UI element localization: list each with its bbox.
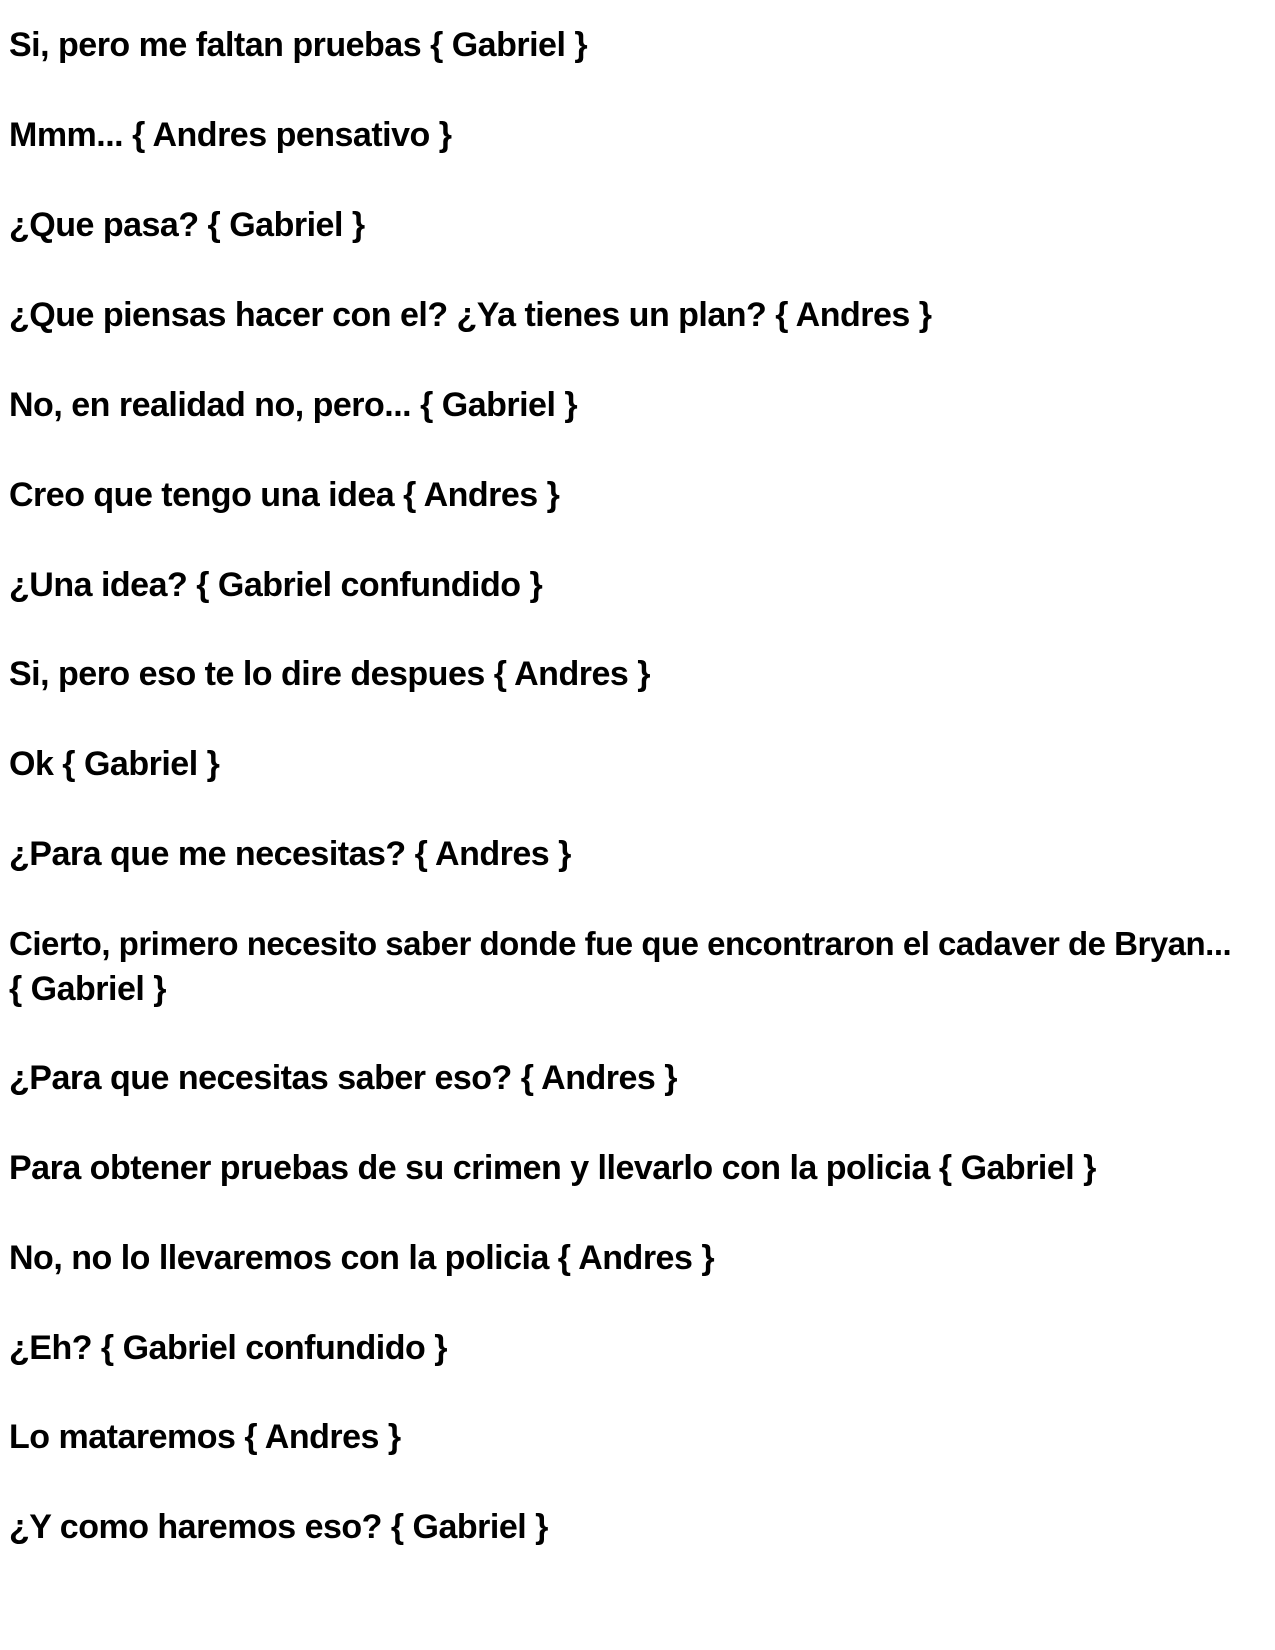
dialogue-line: Lo mataremos { Andres } bbox=[9, 1418, 401, 1456]
dialogue-line: ¿Eh? { Gabriel confundido } bbox=[9, 1329, 447, 1367]
dialogue-line: ¿Que pasa? { Gabriel } bbox=[9, 206, 365, 244]
dialogue-line: ¿Y como haremos eso? { Gabriel } bbox=[9, 1508, 548, 1546]
dialogue-line: ¿Para que necesitas saber eso? { Andres } bbox=[9, 1059, 677, 1097]
dialogue-line-continuation: { Gabriel } bbox=[9, 970, 167, 1008]
dialogue-line: ¿Para que me necesitas? { Andres } bbox=[9, 835, 571, 873]
dialogue-line: Mmm... { Andres pensativo } bbox=[9, 116, 452, 154]
dialogue-line: No, no lo llevaremos con la policia { Andres } bbox=[9, 1239, 715, 1277]
dialogue-line: Creo que tengo una idea { Andres } bbox=[9, 476, 560, 514]
dialogue-line: ¿Una idea? { Gabriel confundido } bbox=[9, 566, 543, 604]
dialogue-line: Si, pero me faltan pruebas { Gabriel } bbox=[9, 26, 588, 64]
dialogue-line: Si, pero eso te lo dire despues { Andres } bbox=[9, 655, 650, 693]
dialogue-line: No, en realidad no, pero... { Gabriel } bbox=[9, 386, 578, 424]
dialogue-line: Para obtener pruebas de su crimen y llevarlo con la policia { Gabriel } bbox=[9, 1149, 1096, 1187]
dialogue-line: ¿Que piensas hacer con el? ¿Ya tienes un plan? { Andres } bbox=[9, 296, 932, 334]
dialogue-line: Ok { Gabriel } bbox=[9, 745, 220, 783]
dialogue-line: Cierto, primero necesito saber donde fue que encontraron el cadaver de Bryan... bbox=[9, 925, 1232, 962]
